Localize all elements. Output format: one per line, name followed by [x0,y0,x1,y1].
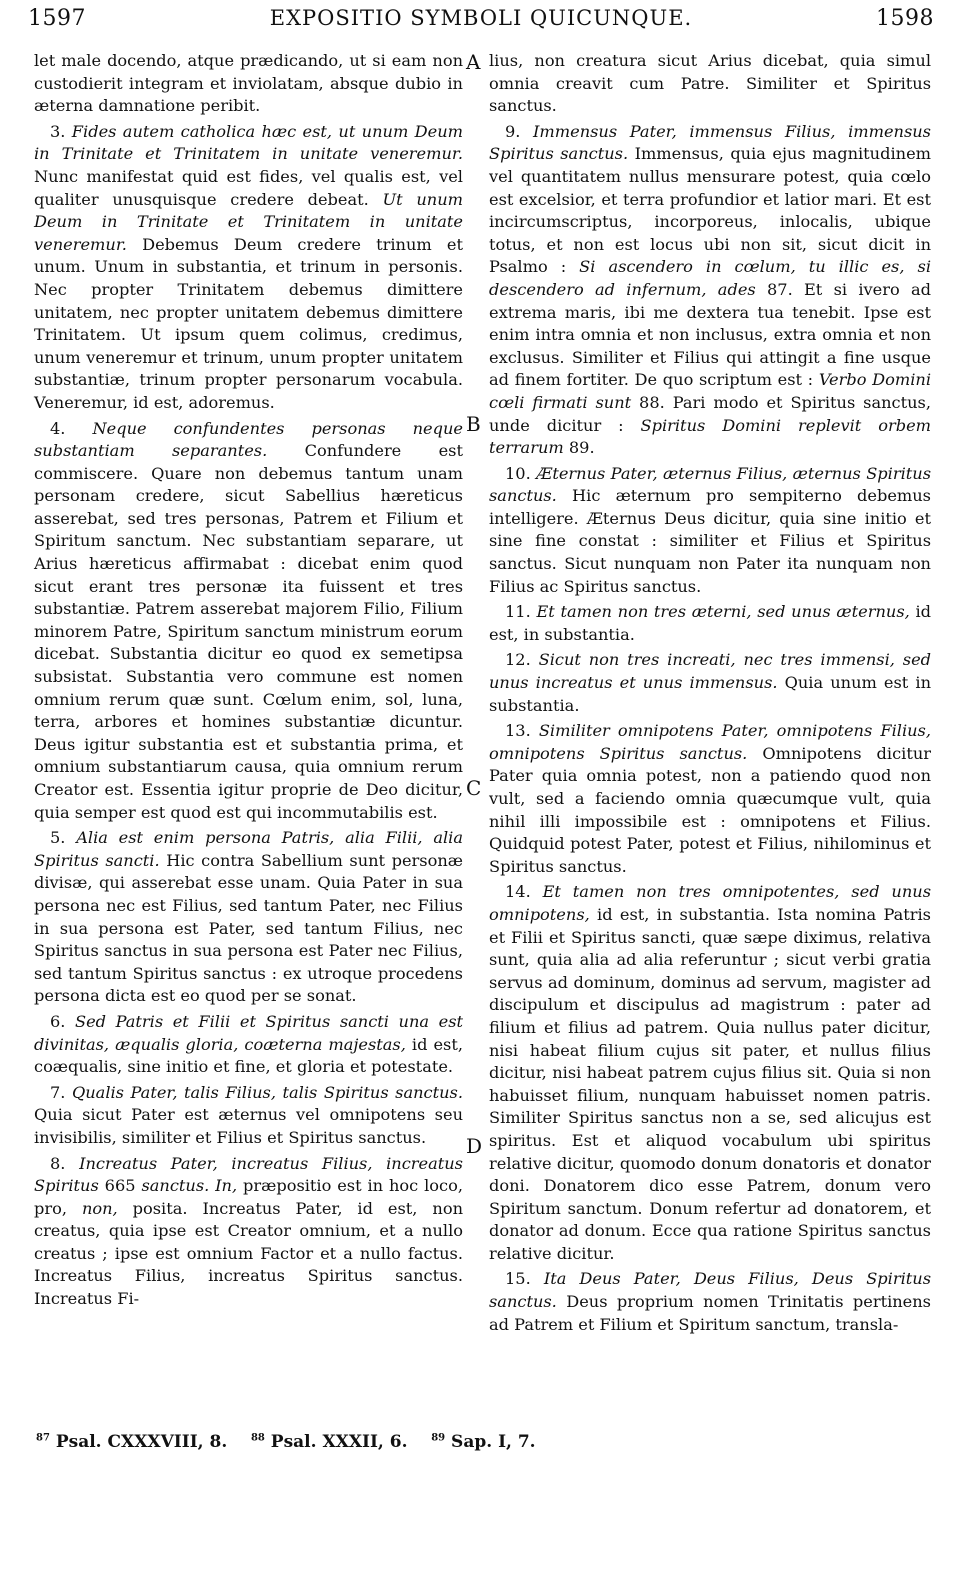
text-run: 4. [50,418,93,438]
italic-text: Ita Deus Pater, Deus Filius, Deus Spiritus sanctus. [489,1269,931,1312]
left-column [34,50,463,1314]
italic-text: Æternus Pater, æternus Filius, æternus Spiritus sanctus. [489,463,932,506]
text-run: 10. [505,463,537,483]
page-number-left: 1597 [28,6,86,31]
paragraph [489,601,931,646]
text-run: 7. [50,1082,72,1102]
text-run: 11. [505,602,537,622]
footnote-text: Psal. XXXII, 6. [270,1432,408,1452]
paragraph [489,1268,931,1336]
italic-text: Sed Patris et Filii et Spiritus sancti una est divinitas, æqualis gloria, coæterna majestas, [34,1011,464,1054]
text-run: posita. Increatus Pater, id est, non creatus, quia ipse est Creator omnium, et a nullo creatus ; ipse est omnium Factor et a nullo factus. Increatus Filius, increatus Spiritus sanctus. Increatus Fi- [34,1198,463,1309]
paragraph [489,50,931,118]
italic-text: non, [81,1198,118,1218]
margin-mark-c: C [466,776,482,800]
paragraph [34,1011,463,1079]
text-run: 3. [50,121,72,141]
paragraph [34,50,463,118]
italic-text: Verbo Domini cœli firmati sunt [489,370,931,412]
italic-text: Fides autem catholica hæc est, ut unum Deum in Trinitate et Trinitatem in unitate veneremur. [34,121,463,164]
text-run: 9. [505,121,534,141]
text-run: 88. Pari modo et Spiritus sanctus, unde dicitur : [489,392,931,435]
text-run: Nunc manifestat quid est fides, vel qualis est, vel qualiter unusquisque credere debeat. [34,166,463,209]
footnote-text: Psal. CXXXVIII, 8. [55,1432,228,1452]
paragraph [489,881,931,1265]
margin-mark-a: A [466,50,481,74]
paragraph [34,418,463,825]
text-run: Debemus Deum credere trinum et unum. Unum in substantia, et trinum in personis. Nec propter Trinitatem debemus dimittere unitatem, nec propter unitatem debemus dimittere Trinitatem. Ut ipsum quem colimus, credimus, unum veneremur et trinum, unum propter unitatem substantiæ, trinum propter personarum vocabula. Veneremur, id est, adoremus. [34,234,463,412]
italic-text: Increatus Pater, increatus Filius, increatus Spiritus [34,1153,463,1196]
text-run: Immensus, quia ejus magnitudinem vel quantitatem nullus mensurare potest, quia cœlo est excelsior, et terra profundior et latior mari. Et est incircumscriptus, incorporeus, inlocalis, ubique totus, et non est locus ubi non sit, sicut dicit in Psalmo : [489,144,931,277]
text-run: 89. [563,438,595,458]
paragraph [489,121,931,460]
paragraph [34,121,463,415]
text-run: id est, in substantia. [489,602,932,644]
italic-text: Qualis Pater, talis Filius, talis Spiritus sanctus. [71,1082,463,1102]
text-run: 87. Et si ivero ad extrema maris, ibi me dextera tua tenebit. Ipse est enim intra omnia et non inclusus, extra omnia et non exclusus. Similiter et Filius qui attingit a fine usque ad finem fortiter. De quo scriptum est : [489,279,931,390]
paragraph [34,1082,463,1150]
margin-mark-b: B [466,412,481,436]
text-run: Omnipotens dicitur Pater quia omnia potest, non a patiendo quod non vult, sed a faciendo omnia quæcumque vult, quia nihil illi impossibile est : omnipotens et Filius. Quidquid potest Pater, potest et Filius, nihilominus et Spiritus sanctus. [489,743,932,876]
paragraph [34,1153,463,1311]
text-run: 13. [505,721,539,741]
right-column [489,50,931,1339]
paragraph [34,827,463,1008]
text-run: præpositio est in hoc loco, pro, [34,1176,463,1218]
italic-text: Neque confundentes personas neque substantiam separantes. [34,418,463,461]
text-run: 665 [98,1176,142,1196]
margin-mark-d: D [466,1134,483,1158]
text-run: 15. [505,1269,544,1289]
footnote-number: 89 [431,1432,446,1444]
italic-text: Alia est enim persona Patris, alia Filii, alia Spiritus sancti. [34,828,463,870]
paragraph [489,649,931,717]
page-number-right: 1598 [876,6,934,31]
footnote-number: 87 [36,1432,50,1444]
text-run: Deus proprium nomen Trinitatis pertinens ad Patrem et Filium et Spiritum sanctum, transla- [489,1292,931,1334]
running-title: EXPOSITIO SYMBOLI QUICUNQUE. [269,6,693,30]
text-run: let male docendo, atque prædicando, ut si eam non custodierit integram et inviolatam, absque dubio in æterna damnatione peribit. [34,51,463,116]
paragraph [489,463,931,599]
text-run: 14. [505,882,543,902]
text-run: 5. [50,828,77,848]
footnotes [36,1432,536,1452]
text-run: 12. [505,650,539,670]
text-run: lius, non creatura sicut Arius dicebat, quia simul omnia creavit cum Patre. Similiter et Spiritus sanctus. [489,51,931,116]
italic-text: Et tamen non tres omnipotentes, sed unus omnipotens, [489,882,931,924]
italic-text: Immensus Pater, immensus Filius, immensus Spiritus sanctus. [489,121,931,164]
italic-text: Spiritus Domini replevit orbem terrarum [489,415,931,458]
italic-text: Sicut non tres increati, nec tres immensi, sed unus increatus et unus immensus. [489,650,932,693]
footnote-number: 88 [250,1432,265,1444]
text-run: Quia sicut Pater est æternus vel omnipotens seu invisibilis, similiter et Filius et Spiritus sanctus. [34,1105,463,1147]
text-run: id est, in substantia. Ista nomina Patris et Filii et Spiritus sancti, quæ sæpe diximus, relativa sunt, quia alia ad alia referuntur ; sicut verbi gratia servus ad dominum, dominus ad servum, magister ad discipulum et discipulus ad magistrum : pater ad filium et filius ad patrem. Quia nullus pater dicitur, nisi habeat filium cujus sit pater, et nullus filius dicitur, nisi habeat patrem cujus filius sit. Quia si non habuisset filium, nunquam habuisset nomen patris. Similiter Spiritus sanctus non a se, sed alicujus est spiritus. Est et aliquod vocabulum ubi spiritus relative dicitur, quomodo donum donatoris et donator doni. Donatorem dico esse Patrem, donum vero Spiritum sanctum. Donum refertur ad donatorem, et donator ad donum. Ecce qua ratione Spiritus sanctus relative dicitur. [489,904,931,1263]
text-run: Quia unum est in substantia. [489,673,932,715]
footnote-text: Sap. I, 7. [451,1432,536,1452]
text-run: id est, coæqualis, sine initio et fine, et gloria et potestate. [34,1034,463,1077]
text-run: 8. [50,1153,80,1173]
text-run: Confundere est commiscere. Quare non debemus tantum unam personam credere, sicut Sabellius hæreticus asserebat, sed tres personas, Patrem et Filium et Spiritum sanctum. Nec substantiam separare, ut Arius hæreticus affirmabat : dicebat enim quod sicut erant tres personæ ita fuissent et tres substantiæ. Patrem asserebat majorem Filio, Filium minorem Patre, Spiritum sanctum ministrum eorum dicebat. Substantia dicitur eo quod ex semetipsa subsistat. Substantia vero commune est nomen omnium rerum quæ sunt. Cœlum enim, sol, luna, terra, arbores et homines substantiæ dicuntur. Deus igitur substantia est et substantia prima, et omnium substantiarum causa, quia omnium rerum Creator est. Essentia igitur proprie de Deo dicitur, quia semper est quod est qui incommutabilis est. [34,441,463,822]
italic-text: Similiter omnipotens Pater, omnipotens Filius, omnipotens Spiritus sanctus. [489,721,931,763]
text-run: 6. [50,1011,76,1031]
italic-text: sanctus. In, [141,1176,238,1196]
text-run: Hic contra Sabellium sunt personæ divisæ, qui asserebat esse unam. Quia Pater in sua persona nec est Filius, sed tantum Pater, nec Filius in sua persona est Pater, sed tantum Filius, nec Spiritus sanctus in sua persona est Pater nec Filius, sed tantum Spiritus sanctus : ex utroque procedens persona dicta est eo quod per se sonat. [34,850,463,1006]
italic-text: Et tamen non tres æterni, sed unus æternus, [536,602,910,622]
italic-text: Si ascendero in cœlum, tu illic es, si descendero ad infernum, ades [489,257,931,299]
italic-text: Ut unum Deum in Trinitate et Trinitatem in unitate veneremur. [34,189,464,254]
text-run: Hic æternum pro sempiterno debemus intelligere. Æternus Deus dicitur, quia sine initio et sine fine constat : similiter et Filius et Spiritus sanctus. Sicut nunquam non Pater ita nunquam non Filius ac Spiritus sanctus. [489,486,931,596]
paragraph [489,720,931,878]
page-header [28,6,934,40]
